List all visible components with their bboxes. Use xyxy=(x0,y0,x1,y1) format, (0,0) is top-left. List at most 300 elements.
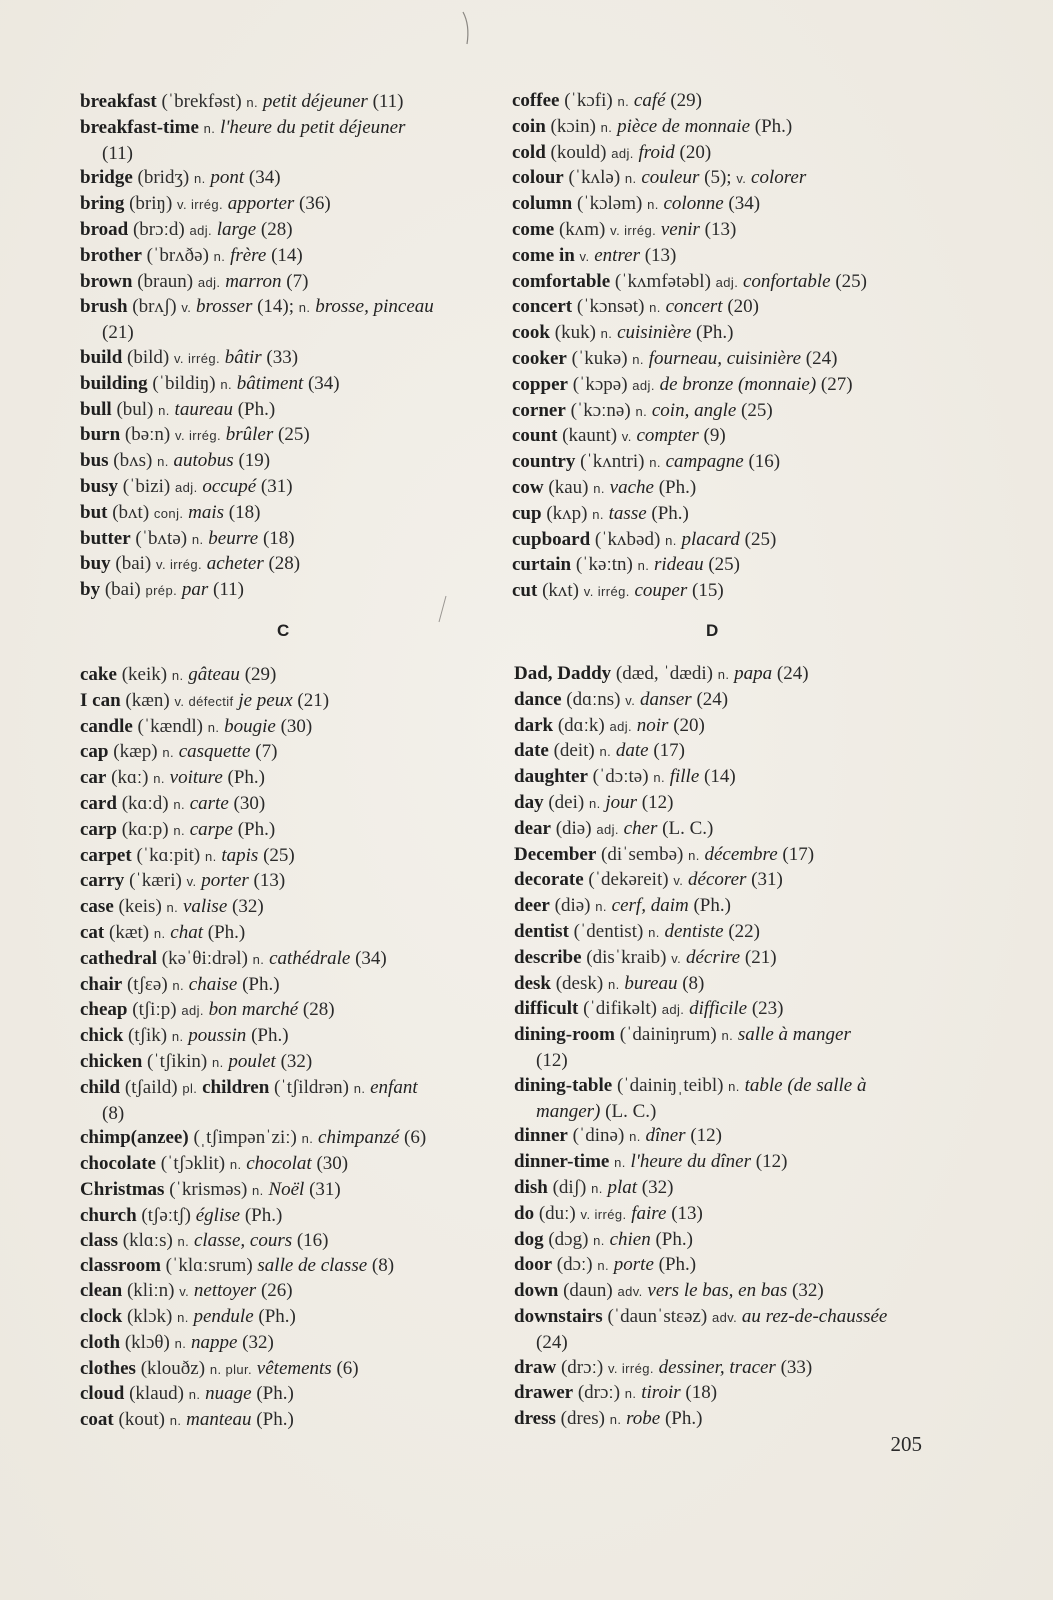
grammatical-category: v. irrég. xyxy=(156,557,202,573)
pronunciation: (diʃ) xyxy=(552,1176,587,1198)
pronunciation: (briŋ) xyxy=(129,193,173,215)
glossary-entry xyxy=(80,398,495,424)
glossary-entry xyxy=(512,321,927,347)
headword: building xyxy=(80,372,148,394)
headword: Christmas xyxy=(80,1178,165,1200)
reference: (13) xyxy=(704,218,737,240)
glossary-entry xyxy=(514,1074,929,1125)
headword: brush xyxy=(80,296,128,318)
reference: (36) xyxy=(299,193,331,215)
translation: de bronze (monnaie) xyxy=(659,373,817,395)
grammatical-category: n. xyxy=(653,770,665,786)
grammatical-category: n. xyxy=(665,532,677,548)
grammatical-category: n. xyxy=(193,171,206,187)
headword: coin xyxy=(512,115,546,137)
pronunciation: (ˌtʃimpənˈziː) xyxy=(193,1127,297,1149)
translation: gâteau xyxy=(188,664,240,685)
grammatical-category: n. xyxy=(688,847,700,863)
pronunciation: (klɑːs) xyxy=(122,1229,173,1251)
translation: pendule xyxy=(193,1305,254,1327)
glossary-entry xyxy=(80,552,495,578)
headword: butter xyxy=(80,527,131,549)
headword: cheap xyxy=(80,999,128,1021)
reference: (8) xyxy=(371,1255,395,1277)
headword: dance xyxy=(514,688,562,710)
glossary-entry xyxy=(80,527,495,553)
grammatical-category: n. xyxy=(649,300,661,316)
pronunciation: (ˈkændl) xyxy=(137,715,203,737)
pronunciation: (ˈkɔləm) xyxy=(576,193,643,215)
translation: taureau xyxy=(174,398,233,420)
headword: brown xyxy=(80,270,133,292)
reference: (Ph.) xyxy=(244,1204,283,1226)
grammatical-category: n. xyxy=(301,1131,314,1147)
reference: (Ph.) xyxy=(696,322,734,344)
grammatical-category: n. xyxy=(298,300,311,316)
reference: (25) xyxy=(741,399,773,421)
headword: do xyxy=(514,1202,535,1224)
glossary-entry xyxy=(80,270,495,296)
translation: robe xyxy=(626,1408,661,1430)
translation: carpe xyxy=(189,818,233,840)
pronunciation: (ˈkʌntri) xyxy=(580,451,645,473)
headword: candle xyxy=(80,715,133,737)
headword: carry xyxy=(80,870,125,892)
grammatical-category: n. xyxy=(204,848,217,864)
reference: (29) xyxy=(670,90,702,111)
reference: (14) xyxy=(704,766,736,788)
headword: dress xyxy=(514,1408,556,1430)
translation: colonne xyxy=(663,193,724,215)
reference: (31) xyxy=(751,869,783,891)
glossary-entry xyxy=(514,920,929,946)
pronunciation: (ˈkrisməs) xyxy=(169,1178,248,1200)
translation: date xyxy=(615,740,649,762)
pronunciation: (ˈkʌbəd) xyxy=(594,528,661,550)
grammatical-category: adj. xyxy=(715,274,739,290)
reference: (24) xyxy=(536,1331,568,1353)
headword: country xyxy=(512,451,576,473)
grammatical-category: n. xyxy=(647,197,659,213)
headword: clean xyxy=(80,1280,123,1302)
headword: cow xyxy=(512,476,544,498)
headword: come xyxy=(512,218,555,240)
pronunciation: (kæp) xyxy=(113,741,158,763)
pronunciation: (ˈkʌlə) xyxy=(568,167,621,189)
pronunciation: (kliːn) xyxy=(126,1280,175,1302)
headword: broad xyxy=(80,218,129,240)
pronunciation: (keis) xyxy=(118,896,162,918)
headword: clock xyxy=(80,1305,123,1327)
glossary-entry xyxy=(80,116,495,167)
translation: dentiste xyxy=(664,920,724,942)
grammatical-category: v. défectif xyxy=(174,693,234,709)
pronunciation: (ˈklɑːsrum) xyxy=(165,1255,253,1277)
grammatical-category: n. xyxy=(595,899,607,915)
translation: chimpanzé xyxy=(318,1127,400,1149)
headword: bull xyxy=(80,398,112,420)
headword: church xyxy=(80,1204,137,1226)
headword: dentist xyxy=(514,920,569,942)
translation: mais xyxy=(188,501,225,523)
glossary-entry xyxy=(514,1407,929,1433)
glossary-entry xyxy=(80,740,495,766)
headword: column xyxy=(512,193,573,215)
reference: (33) xyxy=(266,346,299,368)
grammatical-category: n. xyxy=(211,1054,224,1070)
glossary-entry xyxy=(512,579,927,605)
headword: busy xyxy=(80,475,119,497)
headword: class xyxy=(80,1229,118,1251)
grammatical-category: n. xyxy=(624,1386,637,1402)
glossary-entry xyxy=(80,578,495,604)
translation: manteau xyxy=(186,1409,252,1431)
grammatical-category: adj. xyxy=(661,1002,685,1018)
headword: chicken xyxy=(80,1050,143,1072)
pronunciation: (bʌt) xyxy=(112,501,150,523)
translation: coin, angle xyxy=(651,399,737,421)
grammatical-category: v. xyxy=(186,874,197,890)
pronunciation: (ˈbʌtə) xyxy=(135,527,188,549)
pronunciation: (drɔː) xyxy=(577,1382,621,1404)
headword: cloud xyxy=(80,1383,125,1405)
grammatical-category: n. xyxy=(629,1129,641,1145)
pronunciation: (bul) xyxy=(116,398,154,420)
grammatical-category: n. xyxy=(157,454,169,470)
headword: cold xyxy=(512,141,546,163)
reference: (Ph.) xyxy=(754,115,793,137)
translation: tiroir xyxy=(641,1382,681,1404)
pronunciation: (diə) xyxy=(555,817,592,839)
glossary-entry xyxy=(80,1229,495,1255)
reference: (9) xyxy=(703,425,726,447)
grammatical-category: adj. xyxy=(181,1003,204,1019)
translation: manger) xyxy=(536,1100,601,1122)
headword: chick xyxy=(80,1025,124,1047)
grammatical-category: n. xyxy=(169,1413,182,1429)
reference: (14) xyxy=(271,244,303,266)
reference: (Ph.) xyxy=(237,818,276,840)
grammatical-category: n. xyxy=(593,1232,605,1248)
pronunciation: (ˈdaunˈstɛəz) xyxy=(607,1305,708,1327)
grammatical-category: n. xyxy=(153,925,166,941)
pronunciation: (bəːn) xyxy=(124,424,171,446)
headword: dish xyxy=(514,1176,548,1198)
reference: (16) xyxy=(296,1229,329,1251)
pronunciation: (tʃaild) xyxy=(124,1076,178,1098)
grammatical-category: n. plur. xyxy=(209,1361,253,1377)
reference: (12) xyxy=(690,1125,722,1147)
headword: deer xyxy=(514,895,550,917)
grammatical-category: v. xyxy=(625,692,636,708)
pronunciation: (bridʒ) xyxy=(137,167,190,189)
glossary-entry xyxy=(514,997,929,1023)
grammatical-category: n. xyxy=(609,1412,622,1428)
pronunciation: (brɔːd) xyxy=(132,218,185,240)
reference: (21) xyxy=(297,689,330,711)
headword: I can xyxy=(80,689,121,711)
headword: concert xyxy=(512,296,573,318)
headword: chimp(anzee) xyxy=(80,1127,189,1149)
translation: salle de classe xyxy=(257,1255,368,1277)
grammatical-category: conj. xyxy=(153,505,184,521)
translation: placard xyxy=(681,528,740,550)
headword: coat xyxy=(80,1409,114,1431)
glossary-entry xyxy=(514,946,929,972)
pronunciation: (duː) xyxy=(538,1202,576,1224)
headword: dog xyxy=(514,1228,544,1250)
glossary-entry xyxy=(80,921,495,947)
translation: compter xyxy=(636,425,699,447)
glossary-entry xyxy=(80,1178,495,1204)
translation: colorer xyxy=(751,167,807,189)
reference: (Ph.) xyxy=(655,1228,693,1250)
translation: concert xyxy=(665,296,723,318)
translation: difficile xyxy=(689,998,748,1020)
translation: cerf, daim xyxy=(611,895,689,917)
section-heading-c: C xyxy=(277,621,290,640)
reference: (32) xyxy=(232,896,264,918)
grammatical-category: adj. xyxy=(596,821,619,837)
glossary-entry xyxy=(80,218,495,244)
translation: vêtements xyxy=(256,1357,332,1379)
reference: (29) xyxy=(244,664,277,685)
grammatical-category: n. xyxy=(213,248,226,264)
glossary-entry xyxy=(80,1204,495,1229)
reference: (Ph.) xyxy=(693,895,731,917)
grammatical-category: n. xyxy=(648,924,660,940)
glossary-entry xyxy=(514,1253,929,1279)
glossary-entry xyxy=(514,688,929,714)
headword: car xyxy=(80,767,107,789)
pronunciation: (ˈbizi) xyxy=(122,475,171,497)
glossary-entry xyxy=(512,502,927,528)
translation: pont xyxy=(210,167,245,189)
headword: burn xyxy=(80,424,121,446)
glossary-entry xyxy=(514,1176,929,1202)
glossary-entry xyxy=(80,346,495,372)
pronunciation: (ˈkʌmfətəbl) xyxy=(614,270,711,292)
glossary-entry xyxy=(514,662,929,688)
grammatical-category: n. xyxy=(599,744,612,760)
glossary-entry xyxy=(80,1152,495,1178)
glossary-entry xyxy=(80,1126,495,1152)
translation: chat xyxy=(170,921,203,943)
translation: rideau xyxy=(654,554,704,576)
headword: breakfast-time xyxy=(80,116,199,138)
pronunciation: (ˈkəːtn) xyxy=(575,554,633,576)
reference: (14); xyxy=(257,296,295,318)
headword: bring xyxy=(80,193,125,215)
headword: curtain xyxy=(512,554,572,576)
translation: casquette xyxy=(178,741,251,763)
reference: (18) xyxy=(685,1382,718,1404)
headword: dining-room xyxy=(514,1024,616,1046)
reference: (Ph.) xyxy=(207,921,246,943)
grammatical-category: v. irrég. xyxy=(580,1206,627,1222)
translation: vers le bas, en bas xyxy=(647,1280,788,1302)
headword: cut xyxy=(512,580,538,602)
pronunciation: (ˈdainiŋrum) xyxy=(619,1024,717,1046)
translation: nettoyer xyxy=(193,1280,257,1302)
reference: (22) xyxy=(728,920,760,942)
headword: bus xyxy=(80,450,109,472)
translation: bon marché xyxy=(208,999,299,1021)
headword: cat xyxy=(80,921,105,943)
headword: but xyxy=(80,501,108,523)
grammatical-category: v. xyxy=(671,950,682,966)
reference: (28) xyxy=(302,999,335,1021)
pronunciation: (ˈdinə) xyxy=(572,1125,625,1147)
pronunciation: (disˈkraib) xyxy=(586,946,667,968)
translation: je peux xyxy=(238,689,293,711)
translation: poussin xyxy=(188,1025,247,1047)
headword: dark xyxy=(514,714,554,736)
grammatical-category: n. xyxy=(717,667,730,682)
glossary-entry xyxy=(80,501,495,527)
translation: cathédrale xyxy=(269,947,351,969)
headword: buy xyxy=(80,553,111,575)
glossary-entry xyxy=(80,998,495,1024)
pronunciation: (ˈdɔːtə) xyxy=(592,766,649,788)
reference: (23) xyxy=(751,998,784,1020)
reference: (30) xyxy=(233,792,266,814)
pronunciation: (kəˈθiːdrəl) xyxy=(161,947,248,969)
pronunciation: (ˈdekəreit) xyxy=(588,869,669,891)
grammatical-category: v. xyxy=(579,248,590,264)
headword: copper xyxy=(512,373,568,395)
grammatical-category: n. xyxy=(203,120,216,136)
translation: classe, cours xyxy=(193,1229,293,1251)
translation: confortable xyxy=(742,270,831,292)
grammatical-category: v. irrég. xyxy=(175,428,221,444)
pronunciation: (klaud) xyxy=(129,1383,184,1405)
reference: (20) xyxy=(679,141,712,163)
glossary-entry xyxy=(514,843,929,869)
reference: (11) xyxy=(372,91,404,112)
pronunciation: (kʌp) xyxy=(546,502,588,524)
reference: (Ph.) xyxy=(658,476,697,498)
pronunciation: (kould) xyxy=(550,141,607,163)
reference: (34) xyxy=(307,372,340,394)
grammatical-category: n. xyxy=(153,771,165,787)
translation: marron xyxy=(225,270,282,292)
headword: December xyxy=(514,843,597,865)
pronunciation: (ˈkɑːpit) xyxy=(136,844,201,866)
grammatical-category: v. irrég. xyxy=(583,584,630,600)
glossary-entry xyxy=(80,1305,495,1331)
reference: (Ph.) xyxy=(227,767,266,789)
grammatical-category: n. xyxy=(728,1078,740,1094)
pronunciation: (ˈbrekfəst) xyxy=(161,91,242,112)
reference: (6) xyxy=(404,1127,427,1149)
headword: colour xyxy=(512,167,564,189)
translation: au rez-de-chaussée xyxy=(741,1305,888,1327)
glossary-entry xyxy=(514,1305,929,1356)
pronunciation: (klɔθ) xyxy=(124,1331,170,1353)
grammatical-category: v. irrég. xyxy=(173,350,220,366)
glossary-entry xyxy=(514,1279,929,1305)
headword: cook xyxy=(512,322,550,344)
pronunciation: (ˈkɔːnə) xyxy=(570,399,631,421)
translation: petit déjeuner xyxy=(262,91,368,112)
translation: beurre xyxy=(208,527,259,549)
headword: chair xyxy=(80,973,123,995)
headword: cathedral xyxy=(80,947,158,969)
grammatical-category: n. xyxy=(166,900,179,916)
reference: (Ph.) xyxy=(258,1305,296,1327)
reference: (Ph.) xyxy=(658,1254,697,1276)
headword: dear xyxy=(514,817,551,839)
reference: (17) xyxy=(782,843,815,865)
translation: carte xyxy=(189,792,229,814)
reference: (20) xyxy=(673,714,705,736)
translation: entrer xyxy=(594,244,640,266)
headword: breakfast xyxy=(80,91,157,112)
grammatical-category: n. xyxy=(592,506,604,522)
pronunciation: (ˈkæri) xyxy=(129,870,182,892)
reference: (25) xyxy=(708,554,741,576)
reference: (13) xyxy=(644,244,677,266)
translation: table (de salle à xyxy=(744,1074,867,1096)
headword: draw xyxy=(514,1356,557,1378)
glossary-entry xyxy=(514,1202,929,1228)
headword: corner xyxy=(512,399,566,421)
headword: door xyxy=(514,1254,552,1276)
glossary-entry xyxy=(80,244,495,270)
headword: dining-table xyxy=(514,1074,613,1096)
grammatical-category: n. xyxy=(246,95,259,110)
pronunciation: (tʃəːtʃ) xyxy=(141,1204,191,1226)
grammatical-category: n. xyxy=(600,326,613,342)
pronunciation: (diˈsembə) xyxy=(601,843,684,865)
translation: nappe xyxy=(190,1331,238,1353)
translation: église xyxy=(195,1204,241,1226)
grammatical-category: n. xyxy=(171,668,184,683)
grammatical-category: v. xyxy=(736,171,747,187)
headword: cupboard xyxy=(512,528,591,550)
pronunciation: (diə) xyxy=(554,895,591,917)
reference: (25) xyxy=(744,528,777,550)
reference: (26) xyxy=(260,1280,293,1302)
headword: by xyxy=(80,579,101,601)
headword: come in xyxy=(512,244,575,266)
reference: (28) xyxy=(268,553,301,575)
glossary-entry xyxy=(512,270,927,296)
grammatical-category: v. irrég. xyxy=(610,222,657,238)
glossary-entry xyxy=(512,450,927,476)
reference: (12) xyxy=(755,1151,788,1173)
reference: (19) xyxy=(238,450,271,472)
reference: (31) xyxy=(260,475,293,497)
glossary-entry xyxy=(512,115,927,141)
grammatical-category: pl. xyxy=(182,1080,198,1096)
translation: dessiner, tracer xyxy=(658,1356,776,1378)
reference: (25) xyxy=(278,424,310,446)
pronunciation: (ˈtʃildrən) xyxy=(274,1076,349,1098)
pronunciation: (ˈbildiŋ) xyxy=(152,372,216,394)
translation: pièce de monnaie xyxy=(617,115,751,137)
translation: venir xyxy=(660,218,700,240)
grammatical-category: adv. xyxy=(617,1284,643,1300)
grammatical-category: n. xyxy=(588,795,601,811)
reference: (20) xyxy=(727,296,759,318)
translation: café xyxy=(633,90,666,111)
grammatical-category: adj. xyxy=(609,718,633,734)
pronunciation: (dei) xyxy=(548,791,585,813)
glossary-entry xyxy=(512,347,927,373)
translation: brûler xyxy=(225,424,274,446)
